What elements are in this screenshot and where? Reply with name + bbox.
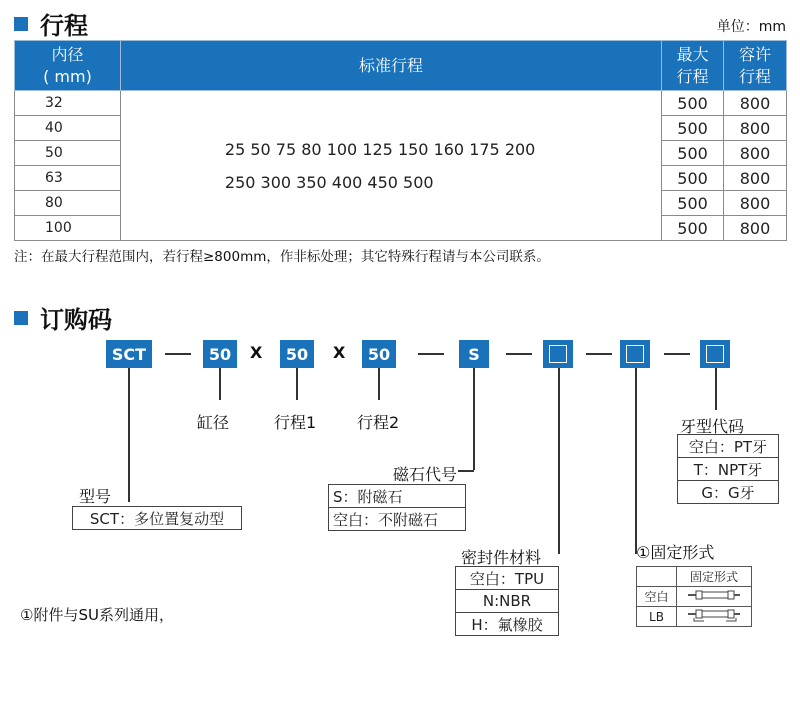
header-max-line2: 行程	[676, 66, 709, 86]
label-magnet-code: 磁石代号	[393, 465, 458, 484]
thread-option: 空白：PT牙	[678, 435, 779, 458]
code-box-bore: 50	[203, 340, 237, 368]
mount-header: 固定形式	[677, 567, 752, 587]
empty-slot-icon	[549, 345, 567, 363]
order-section-title	[14, 300, 112, 335]
code-separator-dash	[586, 353, 612, 355]
allowed-stroke-cell: 800	[724, 141, 787, 166]
section-marker-icon	[14, 311, 28, 325]
magnet-option: S：附磁石	[329, 485, 466, 508]
stroke-note: 注：在最大行程范围内，若行程≥800mm，作非标处理；其它特殊行程请与本公司联系。	[14, 249, 550, 265]
allowed-stroke-cell: 800	[724, 91, 787, 116]
max-stroke-cell: 500	[662, 166, 724, 191]
max-stroke-cell: 500	[662, 141, 724, 166]
max-stroke-cell: 500	[662, 216, 724, 241]
max-stroke-cell: 500	[662, 91, 724, 116]
code-box-seal	[543, 340, 573, 368]
connector-line	[219, 368, 221, 400]
label-bore: 缸径	[197, 413, 230, 432]
connector-line	[296, 368, 298, 400]
label-stroke1: 行程1	[274, 413, 317, 432]
thread-option: G：G牙	[678, 481, 779, 504]
standard-stroke-cell	[120, 91, 661, 241]
table-row	[15, 91, 787, 116]
label-thread-code: 牙型代码	[680, 417, 745, 436]
code-separator-dash	[664, 353, 690, 355]
connector-line	[378, 368, 380, 400]
code-box-model: SCT	[106, 340, 152, 368]
header-allow-line1: 容许	[739, 44, 772, 64]
code-separator-dash	[506, 353, 532, 355]
allowed-stroke-cell: 800	[724, 191, 787, 216]
bore-cell: 80	[15, 191, 121, 216]
connector-line	[715, 368, 717, 410]
model-options-table	[72, 506, 242, 530]
max-stroke-cell: 500	[662, 191, 724, 216]
code-separator-dash	[165, 353, 191, 355]
header-max-stroke	[662, 41, 724, 91]
thread-options-table	[677, 434, 779, 504]
code-box-mount	[620, 340, 650, 368]
section-marker-icon	[14, 17, 28, 31]
label-model: 型号	[79, 487, 112, 506]
connector-line	[558, 368, 560, 554]
standard-stroke-line1: 25 50 75 80 100 125 150 160 175 200	[224, 139, 536, 159]
label-mount-type: ①固定形式	[636, 543, 715, 562]
cylinder-foot-mount-icon	[677, 607, 752, 627]
magnet-option: 空白：不附磁石	[329, 508, 466, 531]
code-separator-dash	[418, 353, 444, 355]
standard-stroke-line2: 250 300 350 400 450 500	[224, 172, 434, 192]
seal-option: N:NBR	[456, 590, 559, 613]
code-box-thread	[700, 340, 730, 368]
seal-options-table	[455, 566, 559, 636]
code-x-separator: X	[250, 343, 263, 362]
mount-header-blank	[637, 567, 677, 587]
stroke-section-title	[14, 6, 88, 41]
allowed-stroke-cell: 800	[724, 116, 787, 141]
seal-option: H：氟橡胶	[456, 613, 559, 636]
bore-cell: 63	[15, 166, 121, 191]
max-stroke-cell: 500	[662, 116, 724, 141]
code-x-separator: X	[333, 343, 346, 362]
header-max-line1: 最大	[676, 44, 709, 64]
magnet-options-table	[328, 484, 466, 531]
thread-option: T：NPT牙	[678, 458, 779, 481]
connector-line	[458, 470, 474, 472]
header-allowed-stroke	[724, 41, 787, 91]
code-box-stroke1: 50	[280, 340, 314, 368]
code-box-stroke2: 50	[362, 340, 396, 368]
header-bore-line1: 内径	[51, 44, 84, 64]
mount-table	[636, 566, 752, 627]
connector-line	[473, 368, 475, 470]
order-title-text: 订购码	[40, 306, 112, 334]
code-box-magnet: S	[459, 340, 489, 368]
label-seal-material: 密封件材料	[461, 548, 542, 567]
stroke-table	[14, 40, 787, 241]
bore-cell: 32	[15, 91, 121, 116]
stroke-title-text: 行程	[40, 12, 88, 40]
header-bore	[15, 41, 121, 91]
allowed-stroke-cell: 800	[724, 216, 787, 241]
connector-line	[635, 368, 637, 554]
unit-label: 单位：mm	[716, 19, 786, 35]
allowed-stroke-cell: 800	[724, 166, 787, 191]
mount-code: LB	[637, 607, 677, 627]
label-stroke2: 行程2	[357, 413, 400, 432]
bore-cell: 50	[15, 141, 121, 166]
footnote: ①附件与SU系列通用，	[20, 606, 174, 624]
header-bore-line2: ( mm)	[43, 66, 92, 86]
cylinder-basic-icon	[677, 587, 752, 607]
header-standard-stroke: 标准行程	[120, 41, 661, 91]
bore-cell: 100	[15, 216, 121, 241]
mount-code: 空白	[637, 587, 677, 607]
header-allow-line2: 行程	[739, 66, 772, 86]
empty-slot-icon	[626, 345, 644, 363]
model-option: SCT：多位置复动型	[73, 507, 242, 530]
connector-line	[128, 368, 130, 502]
seal-option: 空白：TPU	[456, 567, 559, 590]
bore-cell: 40	[15, 116, 121, 141]
empty-slot-icon	[706, 345, 724, 363]
